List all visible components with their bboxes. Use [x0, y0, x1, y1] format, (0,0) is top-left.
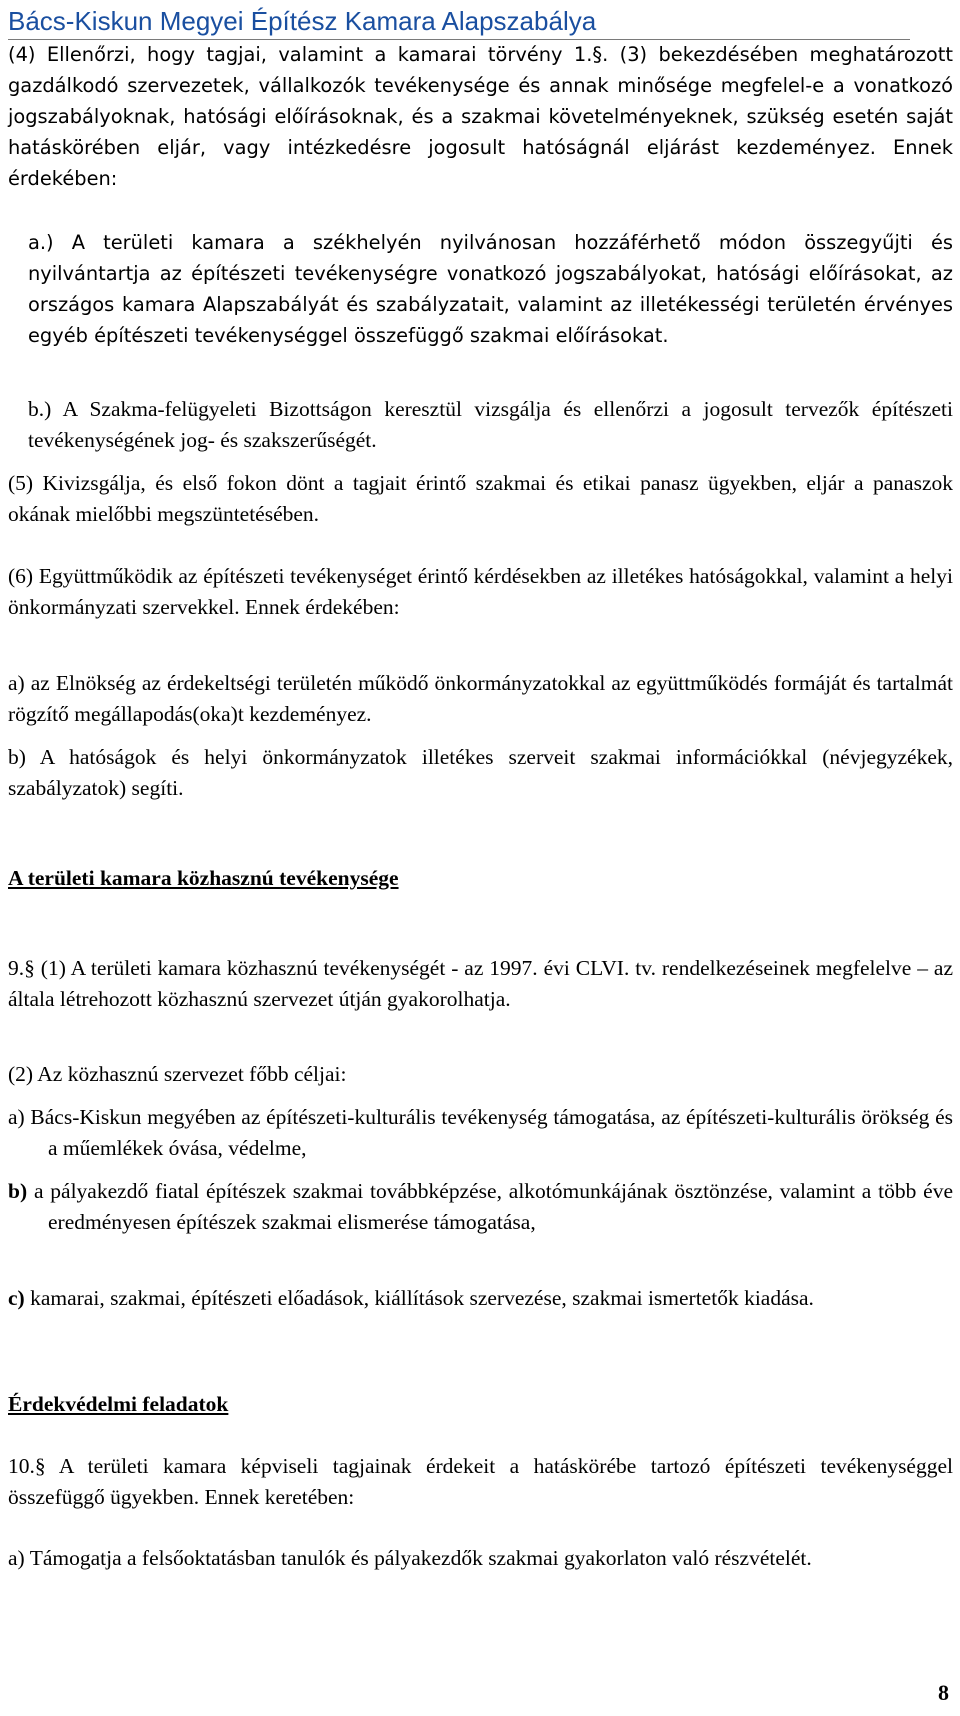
paragraph-4-a: a.) A területi kamara a székhelyén nyilvánosan hozzáférhető módon összegyűjti és nyilvántartja az építészeti tevékenységre vonatkozó jogszabályokat, hatósági előírásokat, az országos kamara Alapszabályát és szabályzatait, valamint az illetékességi területén érvényes egyéb építészeti tevékenységgel összefüggő szakmai előírásokat. — [28, 231, 953, 347]
paragraph-6-a: a) az Elnökség az érdekeltségi területén működő önkormányzatokkal az együttműködés formáját és tartalmát rögzítő megállapodás(oka)t kezdeményez. — [8, 671, 953, 726]
paragraph-9-2-b — [8, 1176, 953, 1238]
paragraph-4: (4) Ellenőrzi, hogy tagjai, valamint a kamarai törvény 1.§. (3) bekezdésében meghatározott gazdálkodó szervezetek, vállalkozók tevékenysége és annak minősége megfelel-e a vonatkozó jogszabályoknak, hatósági előírásoknak, és a szakmai követelményeknek, szükség esetén saját hatáskörében eljár, vagy intézkedésre jogosult hatóságnál eljárást kezdeményez. Ennek érdekében: — [8, 43, 953, 190]
paragraph-6-b: b) A hatóságok és helyi önkormányzatok illetékes szerveit szakmai információkkal (névjegyzékek, szabályzatok) segíti. — [8, 745, 953, 800]
list-text-c: kamarai, szakmai, építészeti előadások, kiállítások szervezése, szakmai ismertetők kiadása. — [24, 1286, 814, 1310]
paragraph-9-2: (2) Az közhasznú szervezet főbb céljai: — [8, 1062, 347, 1086]
paragraph-10-a: a) Támogatja a felsőoktatásban tanulók és pályakezdők szakmai gyakorlaton való részvételét. — [8, 1546, 812, 1570]
paragraph-9-1: 9.§ (1) A területi kamara közhasznú tevékenységét - az 1997. évi CLVI. tv. rendelkezéseinek megfelelve – az általa létrehozott közhasznú szervezet útján gyakorolhatja. — [8, 956, 953, 1011]
list-label-c: c) — [8, 1286, 25, 1310]
page-number: 8 — [938, 1680, 949, 1705]
section-heading-erdekvedelmi: Érdekvédelmi feladatok — [8, 1392, 229, 1416]
paragraph-9-2-c — [8, 1283, 953, 1314]
paragraph-9-2-a: a) Bács-Kiskun megyében az építészeti-kulturális tevékenység támogatása, az építészeti-kulturális örökség és a műemlékek óvása, védelme, — [8, 1105, 953, 1160]
section-heading-kozhasznu: A területi kamara közhasznú tevékenysége — [8, 866, 399, 890]
paragraph-4-b: b.) A Szakma-felügyeleti Bizottságon keresztül vizsgálja és ellenőrzi a jogosult tervezők építészeti tevékenységének jog- és szakszerűségét. — [28, 397, 953, 452]
paragraph-5: (5) Kivizsgálja, és első fokon dönt a tagjait érintő szakmai és etikai panasz ügyekben, eljár a panaszok okának mielőbbi megszüntetésében. — [8, 471, 953, 526]
paragraph-6: (6) Együttműködik az építészeti tevékenységet érintő kérdésekben az illetékes hatóságokkal, valamint a helyi önkormányzati szervekkel. Ennek érdekében: — [8, 564, 953, 619]
list-label-b: b) — [8, 1179, 28, 1203]
document-header: Bács-Kiskun Megyei Építész Kamara Alapszabálya — [8, 4, 910, 40]
paragraph-10: 10.§ A területi kamara képviseli tagjainak érdekeit a hatáskörébe tartozó építészeti tevékenységgel összefüggő ügyekben. Ennek keretében: — [8, 1454, 953, 1509]
list-text-b: a pályakezdő fiatal építészek szakmai továbbképzése, alkotómunkájának ösztönzése, valamint a több éve eredményesen építészek szakmai elismerése támogatása, — [27, 1179, 953, 1234]
